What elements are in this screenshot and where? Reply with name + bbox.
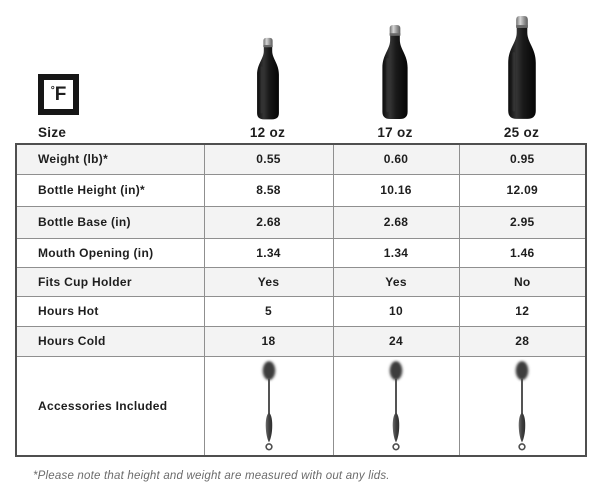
row-label-hours-cold: Hours Cold [16,326,204,356]
spec-value: 18 [204,326,333,356]
water-bottle-25oz-image [498,15,546,121]
column-header-25oz [458,0,585,143]
spec-value: Yes [204,267,333,296]
row-label-weight: Weight (lb)* [16,144,204,174]
spec-value: 0.60 [333,144,459,174]
row-label-bottle-base: Bottle Base (in) [16,206,204,238]
bottle-label-17oz: 17 oz [377,125,413,140]
spec-value: 10 [333,296,459,326]
bottle-brush-icon [383,359,409,453]
accessory-cell [459,356,586,456]
spec-value: 0.95 [459,144,586,174]
row-label-mouth-opening: Mouth Opening (in) [16,238,204,267]
table-row-bottle-height [16,174,586,206]
row-label-bottle-height: Bottle Height (in)* [16,174,204,206]
spec-value: Yes [333,267,459,296]
spec-value: 2.68 [204,206,333,238]
footnote: *Please note that height and weight are measured with out any lids. [33,470,390,482]
spec-value: 10.16 [333,174,459,206]
table-row-weight [16,144,586,174]
spec-value: 2.68 [333,206,459,238]
table-row-hours-cold [16,326,586,356]
column-header-12oz [203,0,332,143]
logo-degree-symbol: ° [50,85,55,96]
accessory-cell [333,356,459,456]
table-row-fits-cup-holder [16,267,586,296]
spec-value: 8.58 [204,174,333,206]
spec-value: 5 [204,296,333,326]
chart-header [15,0,585,143]
spec-value: 1.46 [459,238,586,267]
water-bottle-12oz-image [249,37,287,121]
logo-letter: F [54,84,67,105]
bottle-label-12oz: 12 oz [249,125,286,140]
accessory-cell [204,356,333,456]
brand-logo [38,74,79,115]
bottle-brush-icon [256,359,282,453]
table-row-accessories [16,356,586,456]
table-row-mouth-opening [16,238,586,267]
bottle-brush-icon [509,359,535,453]
spec-value: 24 [333,326,459,356]
row-label-accessories: Accessories Included [16,356,204,456]
spec-value: 0.55 [204,144,333,174]
spec-value: 28 [459,326,586,356]
spec-value: 12 [459,296,586,326]
column-header-17oz [332,0,458,143]
table-row-bottle-base [16,206,586,238]
row-label-hours-hot: Hours Hot [16,296,204,326]
table-row-hours-hot [16,296,586,326]
row-label-fits-cup-holder: Fits Cup Holder [16,267,204,296]
spec-value: 1.34 [333,238,459,267]
spec-value: 12.09 [459,174,586,206]
size-header-label: Size [38,125,67,140]
water-bottle-17oz-image [373,24,417,121]
bottle-label-25oz: 25 oz [503,125,540,140]
spec-table [15,143,587,457]
column-header-size [15,0,203,143]
spec-value: 2.95 [459,206,586,238]
spec-value: 1.34 [204,238,333,267]
spec-value: No [459,267,586,296]
